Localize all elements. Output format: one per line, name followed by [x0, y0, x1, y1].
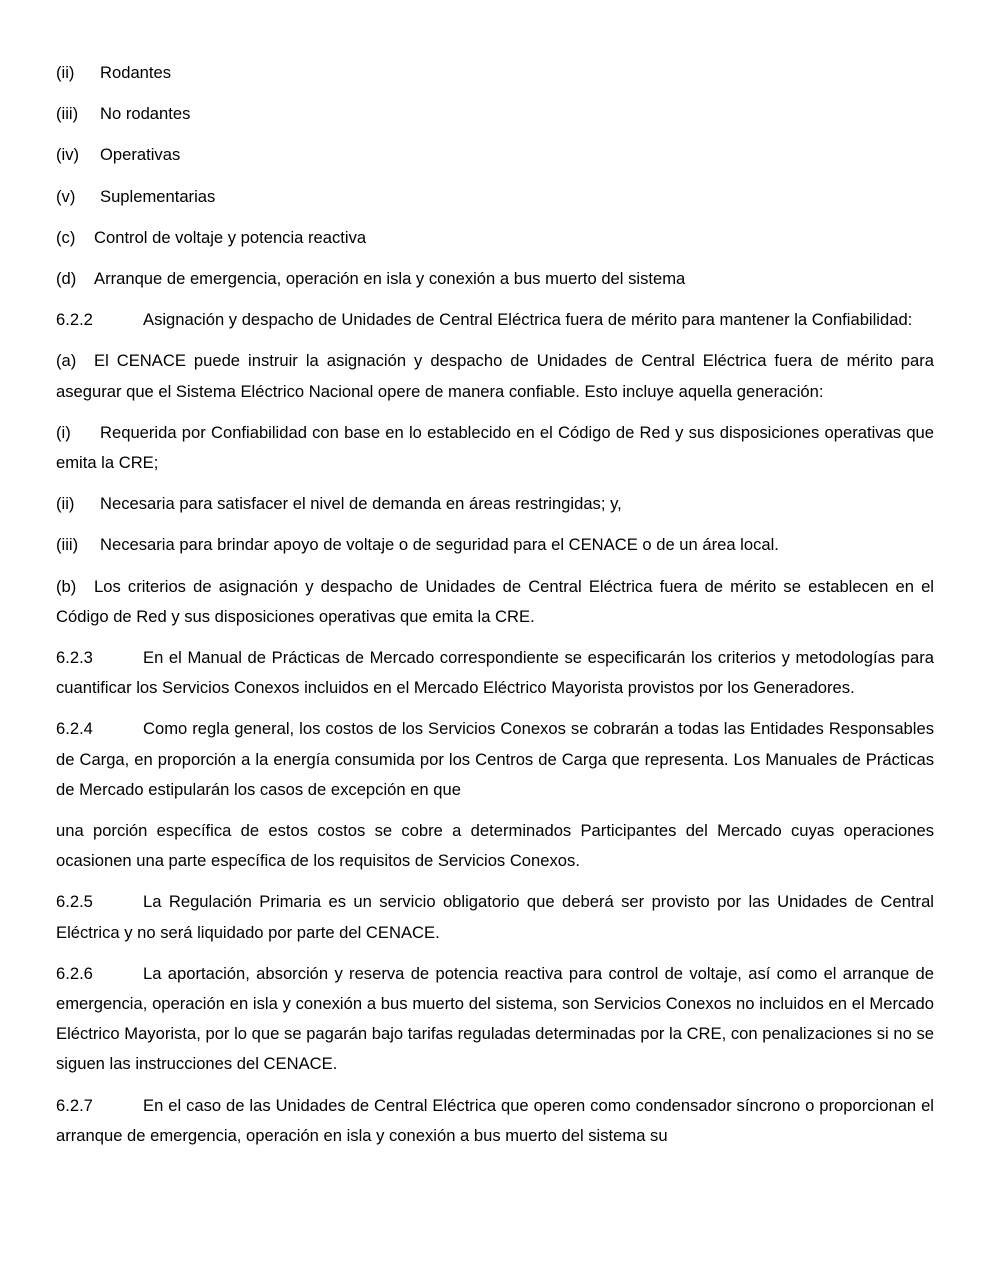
paragraph-text: Rodantes [100, 63, 172, 82]
paragraph-item-ii-rodantes [56, 58, 934, 88]
paragraph-marker: (b) [56, 576, 77, 596]
paragraph-marker: (ii) [56, 494, 75, 514]
paragraph-clause-6-2-6 [56, 959, 934, 1080]
paragraph-marker: 6.2.5 [56, 892, 93, 912]
paragraph-clause-6-2-2-a [56, 346, 934, 406]
paragraph-text: Control de voltaje y potencia reactiva [94, 227, 367, 247]
paragraph-marker: (d) [56, 269, 77, 289]
paragraph-clause-6-2-4 [56, 714, 934, 805]
paragraph-item-iv-operativas [56, 140, 934, 170]
paragraph-marker: (iv) [56, 145, 80, 165]
document-body [56, 58, 934, 1151]
paragraph-text: Asignación y despacho de Unidades de Central Eléctrica fuera de mérito para mantener la Confiabilidad: [143, 310, 913, 330]
paragraph-text: una porción específica de estos costos se cobre a determinados Participantes del Mercado cuyas operaciones ocasionen una parte específica de los requisitos de Servicios Conexos. [56, 821, 934, 871]
paragraph-clause-6-2-2 [56, 305, 934, 335]
paragraph-text: Como regla general, los costos de los Servicios Conexos se cobrarán a todas las Entidades Responsables de Carga, en proporción a la energía consumida por los Centros de Carga que representa. Los Manuales de Prácticas de Mercado estipularán los casos de excepción en que [56, 719, 934, 799]
paragraph-marker: (c) [56, 227, 76, 247]
paragraph-text: Los criterios de asignación y despacho de Unidades de Central Eléctrica fuera de mérito se establecen en el Código de Red y sus disposiciones operativas que emita la CRE. [56, 576, 934, 626]
paragraph-text: La aportación, absorción y reserva de potencia reactiva para control de voltaje, así como el arranque de emergencia, operación en isla y conexión a bus muerto del sistema, son Servicios Conexos no incluidos en el Mercado Eléctrico Mayorista, por lo que se pagarán bajo tarifas reguladas determinadas por la CRE, con penalizaciones si no se siguen las instrucciones del CENACE. [56, 963, 934, 1074]
paragraph-text: Arranque de emergencia, operación en isla y conexión a bus muerto del sistema [94, 269, 686, 289]
paragraph-clause-6-2-2-b [56, 572, 934, 632]
paragraph-marker: (iii) [56, 104, 79, 124]
paragraph-text: El CENACE puede instruir la asignación y despacho de Unidades de Central Eléctrica fuera de mérito para asegurar que el Sistema Eléctrico Nacional opere de manera confiable. Esto incluye aquella generación: [56, 351, 934, 401]
paragraph-marker: 6.2.7 [56, 1095, 93, 1115]
paragraph-clause-6-2-5 [56, 887, 934, 947]
paragraph-text: Necesaria para satisfacer el nivel de demanda en áreas restringidas; y, [100, 494, 622, 514]
paragraph-item-d-arranque-emergencia [56, 264, 934, 294]
paragraph-text: Operativas [100, 145, 181, 165]
paragraph-marker: 6.2.4 [56, 719, 93, 739]
paragraph-marker: (ii) [56, 63, 75, 82]
paragraph-item-v-suplementarias [56, 182, 934, 212]
paragraph-text: La Regulación Primaria es un servicio obligatorio que deberá ser provisto por las Unidades de Central Eléctrica y no será liquidado por parte del CENACE. [56, 892, 934, 942]
paragraph-marker: (i) [56, 422, 71, 442]
paragraph-clause-6-2-2-a-ii [56, 489, 934, 519]
paragraph-item-c-control-voltaje [56, 223, 934, 253]
paragraph-text: No rodantes [100, 104, 191, 124]
paragraph-marker: 6.2.2 [56, 310, 93, 330]
paragraph-text: Necesaria para brindar apoyo de voltaje o de seguridad para el CENACE o de un área local. [100, 535, 779, 555]
paragraph-marker: 6.2.3 [56, 648, 93, 668]
paragraph-item-iii-no-rodantes [56, 99, 934, 129]
paragraph-marker: (iii) [56, 535, 79, 555]
paragraph-marker: (v) [56, 186, 76, 206]
paragraph-marker: (a) [56, 351, 77, 371]
paragraph-marker: 6.2.6 [56, 963, 93, 983]
paragraph-text: Requerida por Confiabilidad con base en lo establecido en el Código de Red y sus disposiciones operativas que emita la CRE; [56, 422, 934, 473]
paragraph-text: En el Manual de Prácticas de Mercado correspondiente se especificarán los criterios y metodologías para cuantificar los Servicios Conexos incluidos en el Mercado Eléctrico Mayorista provistos por los Generadores. [56, 648, 934, 698]
paragraph-clause-6-2-2-a-i [56, 418, 934, 478]
paragraph-clause-6-2-4-continuacion [56, 816, 934, 876]
paragraph-clause-6-2-2-a-iii [56, 530, 934, 560]
paragraph-clause-6-2-3 [56, 643, 934, 703]
paragraph-clause-6-2-7 [56, 1091, 934, 1151]
paragraph-text: Suplementarias [100, 186, 216, 206]
paragraph-text: En el caso de las Unidades de Central Eléctrica que operen como condensador síncrono o proporcionan el arranque de emergencia, operación en isla y conexión a bus muerto del sistema su [56, 1095, 934, 1145]
